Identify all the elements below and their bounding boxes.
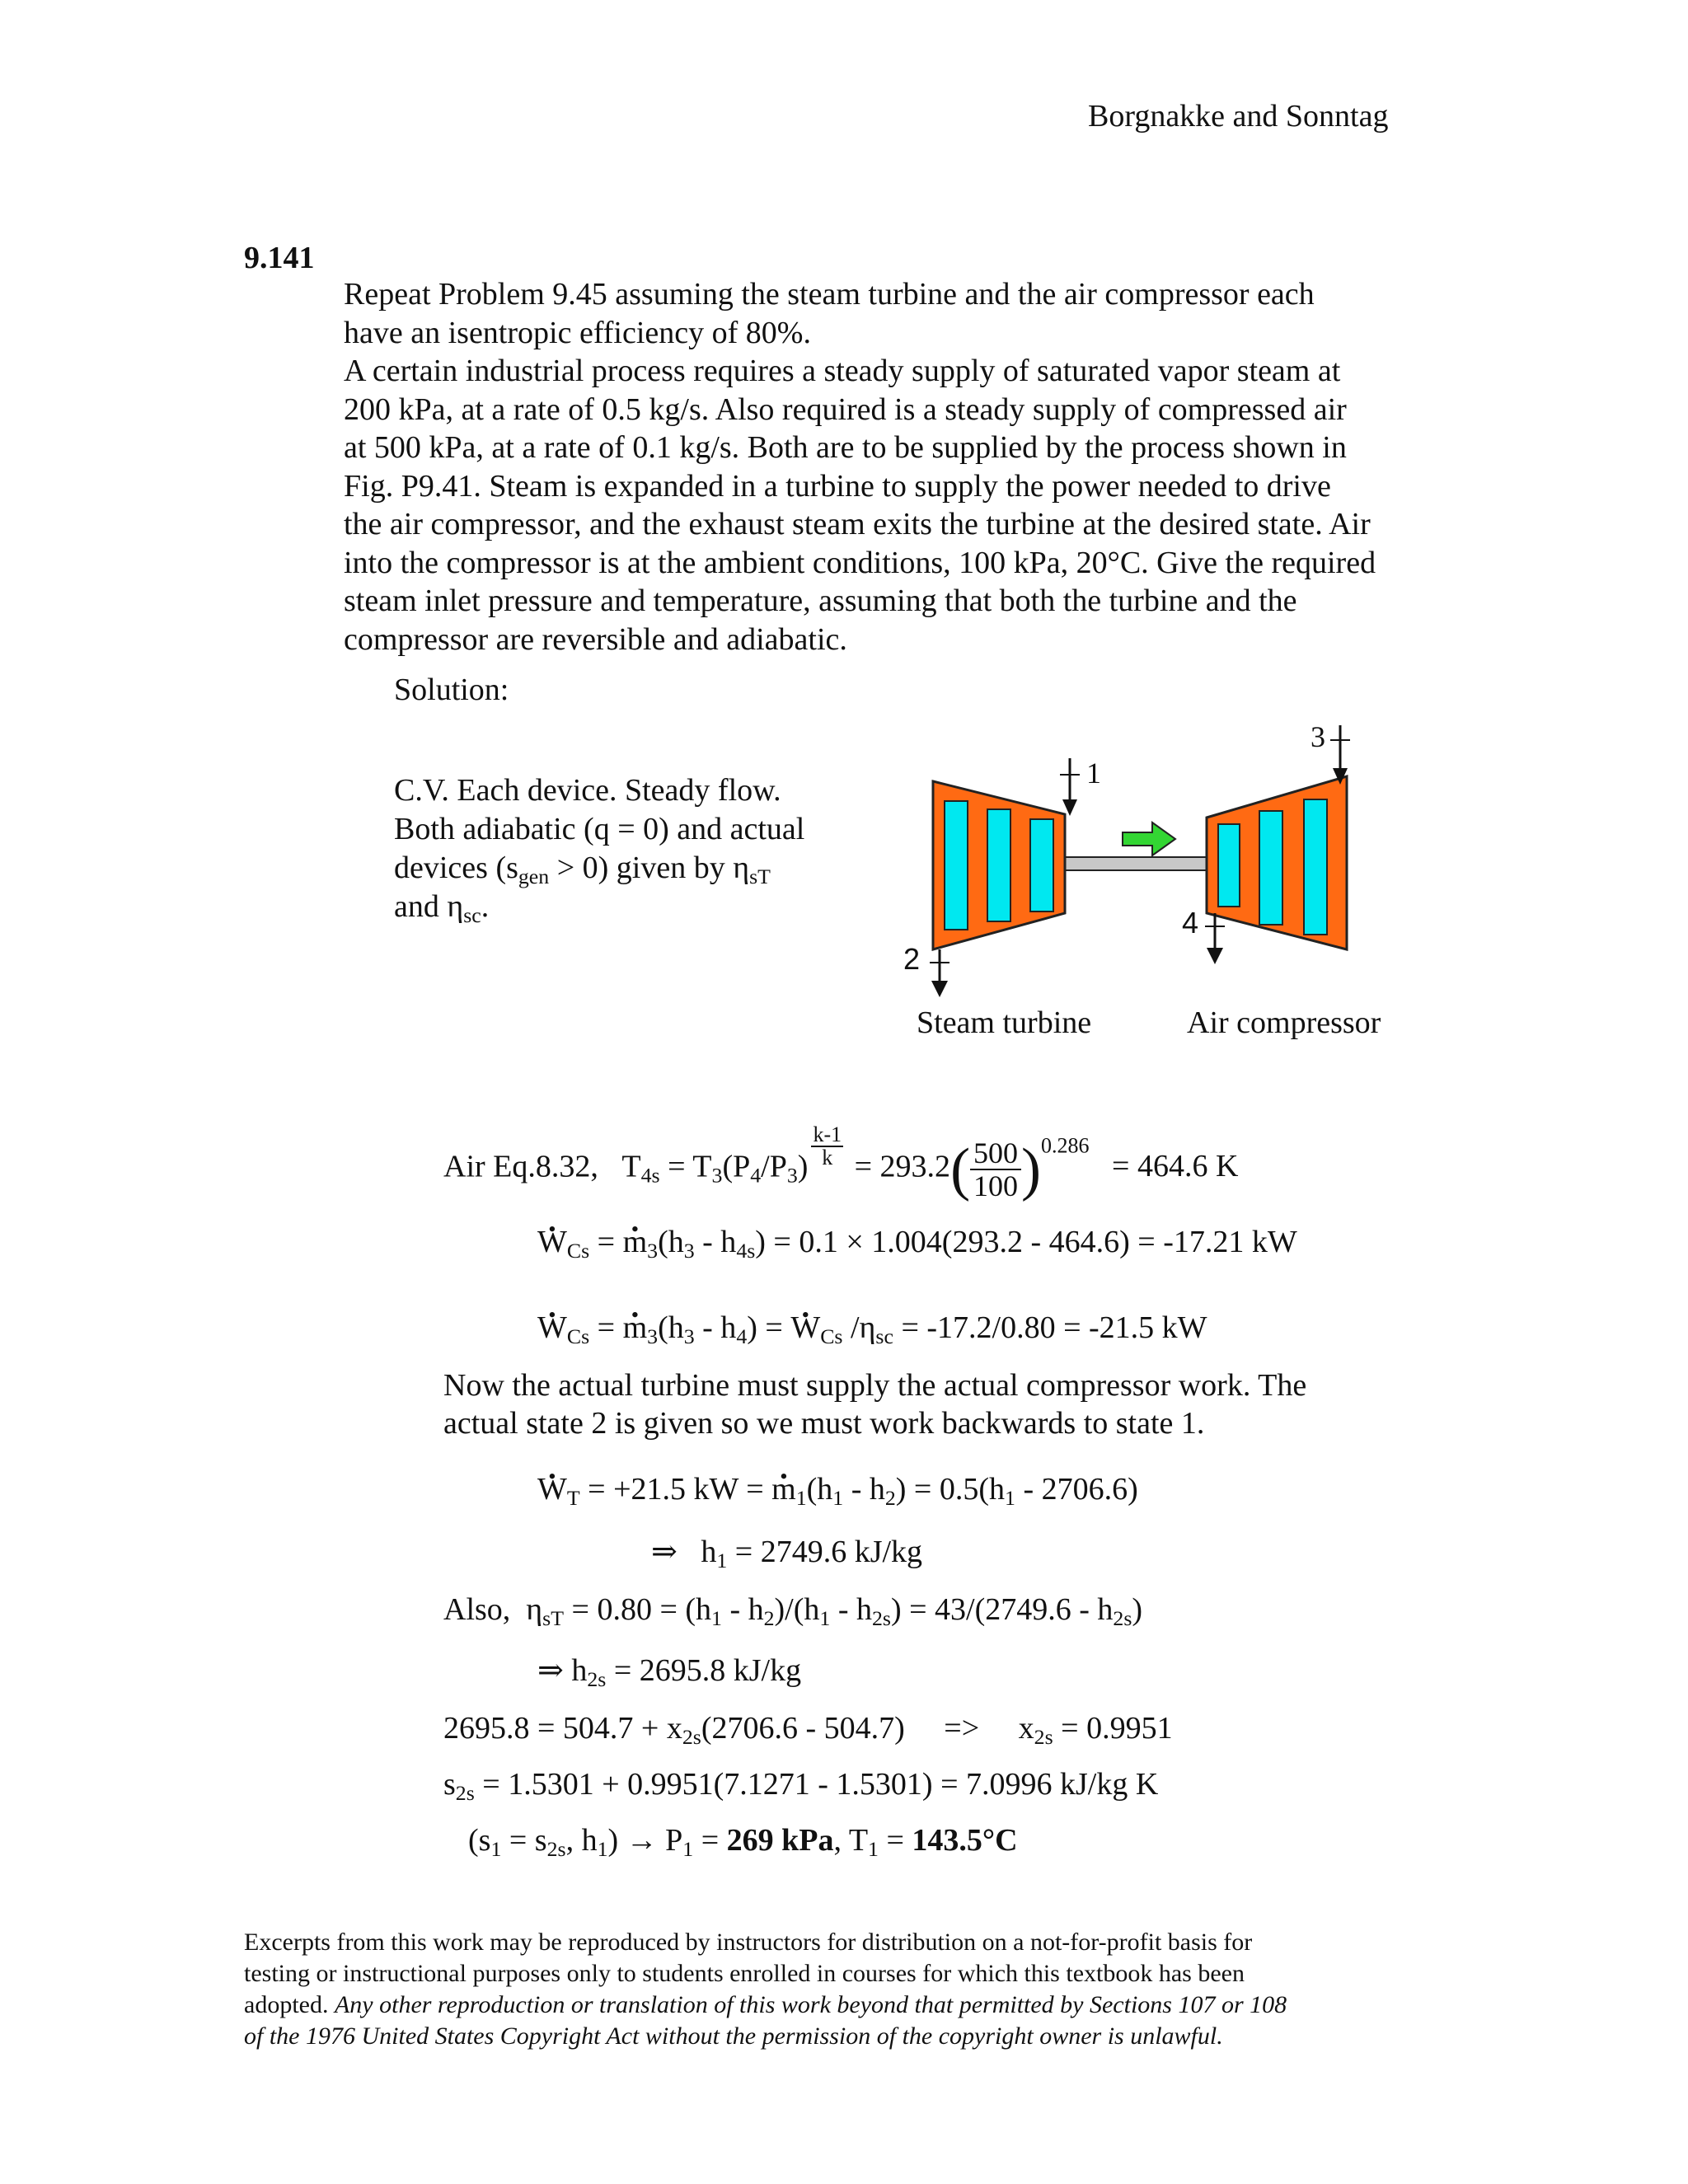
statement-line: 200 kPa, at a rate of 0.5 kg/s. Also required is a steady supply of compressed air bbox=[344, 391, 1347, 427]
turbine-blade bbox=[945, 801, 968, 930]
cv-line: and $\eta_{sc}$. bbox=[394, 889, 490, 928]
air-isentropic-equation: Air Eq.8.32, $T_{4s} = T_3(P_4/P_3)$ $\frac{k-1}{k}$ = 293.2( $\frac{500}{100}$ )$^{0.286}$ = 464.6 K bbox=[443, 1122, 1239, 1202]
entropy-equation: $s_{2s} = 1.5301 + 0.9951(7.1271 - 1.5301) = 7.0996$ kJ/kg K bbox=[443, 1767, 1159, 1806]
statement-line: A certain industrial process requires a steady supply of saturated vapor steam at bbox=[344, 354, 1341, 388]
explanation-paragraph: Now the actual turbine must supply the actual compressor work. The actual state 2 is given so we must work backwards to state 1. bbox=[443, 1368, 1307, 1441]
cv-line: Both adiabatic (q = 0) and actual bbox=[394, 812, 805, 846]
cv-line: C.V. Each device. Steady flow. bbox=[394, 773, 781, 808]
state-1-label: 1 bbox=[1086, 757, 1101, 790]
result-pressure: 269 kPa bbox=[726, 1823, 834, 1858]
air-compressor-label: Air compressor bbox=[1187, 1005, 1381, 1040]
steam-turbine-label: Steam turbine bbox=[917, 1005, 1092, 1040]
statement-line: Repeat Problem 9.45 assuming the steam turbine and the air compressor each bbox=[344, 277, 1315, 312]
statement-line: into the compressor is at the ambient conditions, 100 kPa, 20°C. Give the required bbox=[344, 545, 1376, 580]
statement-line: at 500 kPa, at a rate of 0.1 kg/s. Both are to be supplied by the process shown in bbox=[344, 430, 1347, 465]
state-4-label: 4 bbox=[1182, 906, 1199, 940]
turbine-blade bbox=[987, 809, 1010, 921]
solution-label: Solution: bbox=[394, 673, 509, 707]
cv-line: devices $(s_{gen} > 0)$ given by $\eta_{sT}$ bbox=[394, 851, 771, 889]
statement-line: steam inlet pressure and temperature, assuming that both the turbine and the bbox=[344, 583, 1297, 618]
turbine-compressor-diagram bbox=[874, 709, 1418, 1055]
quality-equation: $2695.8 = 504.7 + x_{2s}(2706.6 - 504.7)$ => $x_{2s} = 0.9951$ bbox=[443, 1711, 1173, 1750]
page-header: Borgnakke and Sonntag bbox=[1088, 99, 1389, 134]
state-2-label: 2 bbox=[903, 942, 921, 976]
state-3-label: 3 bbox=[1311, 720, 1325, 753]
turbine-efficiency-equation: Also, $\eta_{sT} = 0.80 = (h_1 - h_2)/(h_1 - h_{2s}) = 43/(2749.6 - h_{2s})$ bbox=[443, 1592, 1143, 1631]
compressor-blade bbox=[1218, 824, 1240, 907]
statement-line: have an isentropic efficiency of 80%. bbox=[344, 315, 811, 350]
turbine-work-equation: • $W_T = +21.5$ kW = • $m_1(h_1 - h_2) = 0.5(h_1 - 2706.6)$ bbox=[537, 1470, 1138, 1508]
problem-statement bbox=[344, 275, 1440, 658]
compressor-blade bbox=[1259, 811, 1282, 925]
statement-line: the air compressor, and the exhaust steam exits the turbine at the desired state. Air bbox=[344, 507, 1371, 541]
h1-result: ⇒ $h_1 = 2749.6$ kJ/kg bbox=[651, 1535, 923, 1573]
statement-line: compressor are reversible and adiabatic. bbox=[344, 621, 847, 657]
compressor-blade bbox=[1304, 799, 1327, 935]
power-transfer-arrow bbox=[1123, 823, 1175, 855]
control-volume-text bbox=[394, 771, 804, 926]
compressor-isentropic-work: • $W_{Cs}$ = • $m_3(h_3 - h_{4s}) = 0.1 \times 1.004(293.2 - 464.6) = -17.21$ kW bbox=[537, 1223, 1297, 1261]
copyright-footer: Excerpts from this work may be reproduced by instructors for distribution on a not-for-profit basis for testing or instructional purposes only to students enrolled in courses for which this textbook has been adopted. Any other reproduction or translation of this work beyond that permitted by Sections 107 or 108 of the 1976 United States Copyright Act without the permission of the copyright owner is unlawful. bbox=[244, 1929, 1287, 2050]
statement-line: Fig. P9.41. Steam is expanded in a turbine to supply the power needed to drive bbox=[344, 468, 1331, 504]
h2s-result: ⇒ $h_{2s} = 2695.8$ kJ/kg bbox=[537, 1653, 802, 1692]
result-temperature: 143.5°C bbox=[912, 1823, 1018, 1858]
final-result: ($s_1 = s_{2s}$, $h_1) \to P_1 = 269$ kPa, $T_1 = 143.5^\circ C$ bbox=[468, 1823, 1018, 1862]
compressor-actual-work: • $W_{Cs}$ = • $m_3(h_3 - h_4)$ = • $W_{Cs}$ $/\eta_{sc} = -17.2/0.80 = -21.5$ kW bbox=[537, 1309, 1207, 1347]
problem-number: 9.141 bbox=[244, 241, 315, 275]
turbine-blade bbox=[1030, 819, 1053, 912]
